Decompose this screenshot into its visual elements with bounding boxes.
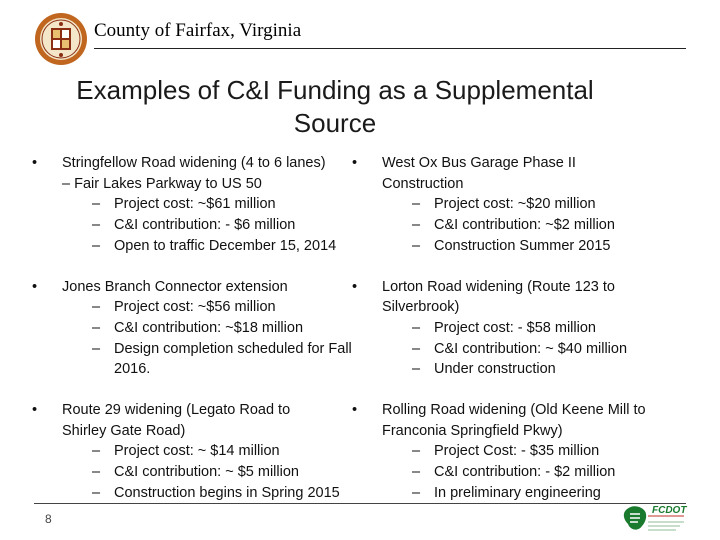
bullet-icon: • <box>352 155 358 171</box>
subitem-text: Project cost: ~$20 million <box>434 196 596 213</box>
project-heading-cont: Construction <box>382 175 464 192</box>
county-name: County of Fairfax, Virginia <box>94 20 302 41</box>
subitem-text: In preliminary engineering <box>434 484 601 501</box>
project-item <box>32 277 362 381</box>
footer-divider <box>34 503 686 504</box>
project-subitem: – C&I contribution: - $6 million <box>92 217 296 234</box>
subitem-text: Project cost: ~$61 million <box>114 196 276 213</box>
project-heading-cont: Franconia Springfield Pkwy) <box>382 422 563 439</box>
right-project-list <box>352 153 686 524</box>
left-project-list <box>32 153 362 524</box>
project-item <box>352 277 686 381</box>
project-subitem: – Construction begins in Spring 2015 <box>92 484 340 501</box>
slide-title-line-2: Source <box>293 108 377 138</box>
bullet-icon: • <box>352 402 358 419</box>
project-subitem: – C&I contribution: ~ $40 million <box>412 340 628 357</box>
project-item <box>32 400 362 504</box>
project-subitem: – In preliminary engineering <box>412 484 601 501</box>
subitem-text: C&I contribution: - $6 million <box>114 217 296 234</box>
project-subitem: – Project cost: ~$20 million <box>412 196 596 213</box>
subitem-text: C&I contribution: - $2 million <box>434 464 616 481</box>
bullet-icon: • <box>32 278 38 295</box>
project-item <box>352 400 686 504</box>
slide-title-line-1: Examples of C&I Funding as a Supplemental <box>76 75 594 105</box>
project-subitem: – C&I contribution: ~ $5 million <box>92 464 299 481</box>
project-heading-cont: – Fair Lakes Parkway to US 50 <box>62 175 262 192</box>
project-heading-cont: Silverbrook) <box>382 299 460 316</box>
project-heading-cont: Shirley Gate Road) <box>62 422 186 439</box>
project-item <box>32 153 362 257</box>
page-number: 8 <box>45 512 52 526</box>
subitem-text: C&I contribution: ~ $5 million <box>114 464 299 481</box>
subitem-text: Design completion scheduled for Fall 2016. <box>114 340 352 378</box>
project-item <box>352 153 686 257</box>
header-divider <box>94 48 686 49</box>
project-subitem: – C&I contribution: ~$18 million <box>92 319 304 336</box>
project-subitem: – C&I contribution: ~$2 million <box>412 217 615 234</box>
project-subitem: – Construction Summer 2015 <box>412 237 611 254</box>
bullet-icon: • <box>32 155 38 171</box>
subitem-text: Construction begins in Spring 2015 <box>114 484 340 501</box>
slide-title <box>30 74 640 140</box>
subitem-text: Project cost: ~ $14 million <box>114 443 280 460</box>
fcdot-logo-text: FCDOT <box>652 505 687 516</box>
project-subitem: – Design completion scheduled for Fall 2016. <box>92 340 352 378</box>
project-heading: Lorton Road widening (Route 123 to <box>382 278 615 295</box>
subitem-text: Project Cost: - $35 million <box>434 443 600 460</box>
bullet-icon: • <box>32 402 38 419</box>
project-heading: Jones Branch Connector extension <box>62 278 288 295</box>
project-heading: Stringfellow Road widening (4 to 6 lanes) <box>62 155 326 171</box>
subitem-text: Construction Summer 2015 <box>434 237 611 254</box>
project-heading: Route 29 widening (Legato Road to <box>62 402 291 419</box>
subitem-text: Project cost: ~$56 million <box>114 299 276 316</box>
project-subitem: – Project cost: - $58 million <box>412 319 596 336</box>
project-heading: West Ox Bus Garage Phase II <box>382 155 576 171</box>
subitem-text: C&I contribution: ~ $40 million <box>434 340 628 357</box>
project-subitem: – Project Cost: - $35 million <box>412 443 600 460</box>
project-subitem: – Project cost: ~$56 million <box>92 299 276 316</box>
subitem-text: C&I contribution: ~$2 million <box>434 217 615 234</box>
county-seal-icon <box>34 12 88 66</box>
project-subitem: – Open to traffic December 15, 2014 <box>92 237 337 254</box>
project-subitem: – Under construction <box>412 361 556 378</box>
project-heading: Rolling Road widening (Old Keene Mill to <box>382 402 646 419</box>
project-subitem: – C&I contribution: - $2 million <box>412 464 616 481</box>
subitem-text: Open to traffic December 15, 2014 <box>114 237 337 254</box>
subitem-text: C&I contribution: ~$18 million <box>114 319 304 336</box>
project-subitem: – Project cost: ~$61 million <box>92 196 276 213</box>
subitem-text: Under construction <box>434 361 556 378</box>
subitem-text: Project cost: - $58 million <box>434 319 596 336</box>
bullet-icon: • <box>352 278 358 295</box>
project-subitem: – Project cost: ~ $14 million <box>92 443 280 460</box>
